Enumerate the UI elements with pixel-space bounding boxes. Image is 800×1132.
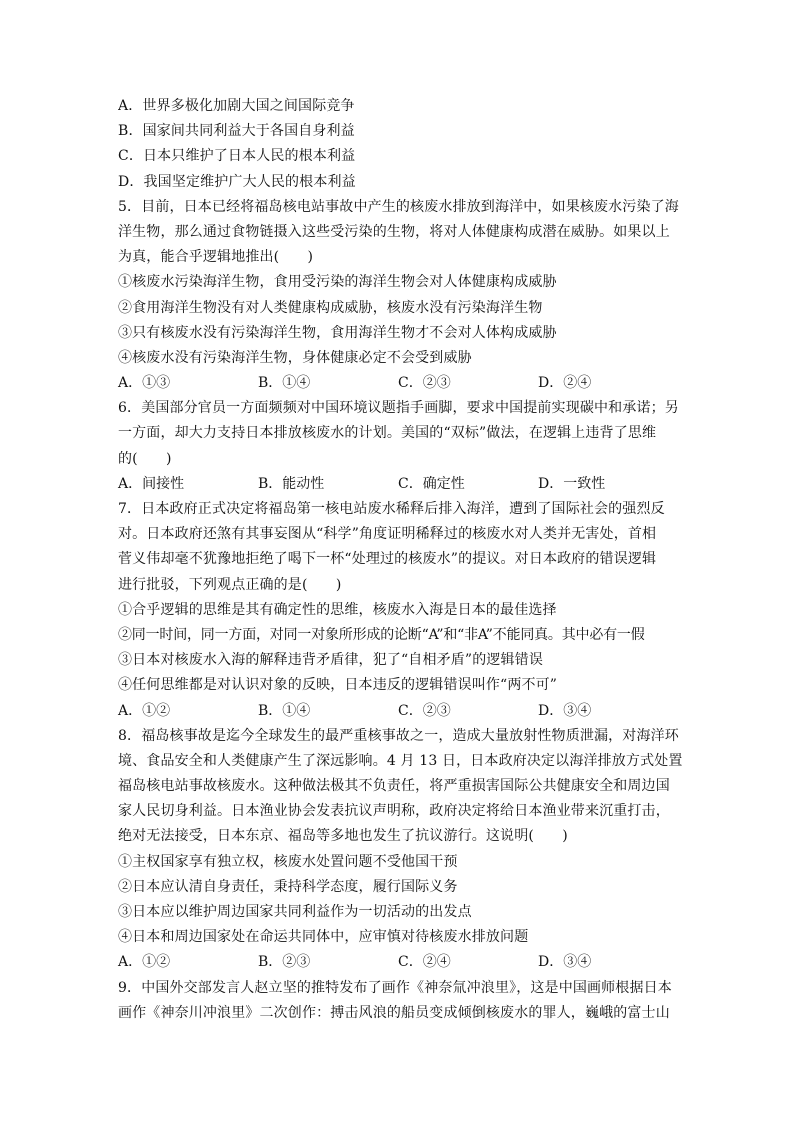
q7-option-a: A．①②	[118, 702, 171, 719]
exam-page	[118, 94, 688, 1026]
q7-option-b: B．①④	[258, 702, 311, 719]
q6-option-a: A．间接性	[118, 475, 185, 492]
q5-option-c: C．②③	[398, 375, 451, 392]
q6-option-d: D．一致性	[538, 475, 606, 492]
q5-option-d: D．②④	[538, 375, 592, 392]
q7-item-1: ①合乎逻辑的思维是其有确定性的思维，核废水入海是日本的最佳选择	[118, 601, 557, 618]
q5-stem-line: 洋生物，那么通过食物链摄入这些受污染的生物，将对人体健康构成潜在威胁。如果以上	[118, 223, 670, 240]
q7-item-4: ④任何思维都是对认识对象的反映，日本违反的逻辑错误叫作“两不可”	[118, 677, 558, 694]
q4-options	[118, 94, 688, 195]
q8-item-3: ③日本应以维护周边国家共同利益作为一切活动的出发点	[118, 904, 472, 920]
q7-stem-line: 7．日本政府正式决定将福岛第一核电站废水稀释后排入海洋，遭到了国际社会的强烈反	[118, 501, 665, 517]
question-9	[118, 976, 688, 1026]
q8-option-d: D．③④	[538, 954, 592, 971]
question-7	[118, 497, 688, 724]
q7-stem-line: 对。日本政府还煞有其事妄图从“科学”角度证明稀释过的核废水对人类并无害处，首相	[118, 526, 657, 543]
q6-stem-line: 的( )	[118, 450, 172, 467]
question-8	[118, 724, 688, 976]
q5-stem-line: 5．目前，日本已经将福岛核电站事故中产生的核废水排放到海洋中，如果核废水污染了海	[118, 198, 679, 215]
q4-option-b: B．国家间共同利益大于各国自身利益	[118, 123, 355, 140]
q7-options	[118, 699, 688, 724]
q5-stem-line: 为真，能合乎逻辑地推出( )	[118, 249, 314, 266]
q6-stem-line: 6．美国部分官员一方面频频对中国环境议题指手画脚，要求中国提前实现碳中和承诺；另	[118, 400, 679, 417]
q8-stem-line: 家人民切身利益。日本渔业协会发表抗议声明称，政府决定将给日本渔业带来沉重打击，	[118, 803, 670, 820]
q5-options	[118, 371, 688, 396]
q8-item-4: ④日本和周边国家处在命运共同体中，应审慎对待核废水排放问题	[118, 929, 529, 946]
q7-option-d: D．③④	[538, 702, 592, 719]
q7-item-3: ③日本对核废水入海的解释违背矛盾律，犯了“自相矛盾”的逻辑错误	[118, 652, 543, 669]
q8-stem-line: 8．福岛核事故是迄今全球发生的最严重核事故之一，造成大量放射性物质泄漏，对海洋环	[118, 727, 679, 744]
q5-option-b: B．①④	[258, 375, 311, 392]
q8-option-c: C．②④	[398, 954, 451, 971]
q8-item-1: ①主权国家享有独立权，核废水处置问题不受他国干预	[118, 853, 458, 870]
q5-item-4: ④核废水没有污染海洋生物，身体健康必定不会受到威胁	[118, 349, 472, 366]
q4-option-a: A．世界多极化加剧大国之间国际竞争	[118, 98, 355, 114]
q6-option-c: C．确定性	[398, 475, 465, 492]
q7-stem-line: 菅义伟却毫不犹豫地拒绝了喝下一杯“处理过的核废水”的提议。对日本政府的错误逻辑	[118, 551, 657, 568]
q6-options	[118, 472, 688, 497]
q5-item-3: ③只有核废水没有污染海洋生物，食用海洋生物才不会对人体构成威胁	[118, 324, 557, 341]
q8-stem-line: 绝对无法接受，日本东京、福岛等多地也发生了抗议游行。这说明( )	[118, 828, 568, 845]
q4-option-d: D．我国坚定维护广大人民的根本利益	[118, 173, 356, 190]
q8-option-a: A．①②	[118, 954, 171, 971]
q8-options	[118, 950, 688, 975]
q8-option-b: B．②③	[258, 954, 311, 971]
q5-item-1: ①核废水污染海洋生物，食用受污染的海洋生物会对人体健康构成威胁	[118, 274, 557, 291]
q4-option-c: C．日本只维护了日本人民的根本利益	[118, 148, 356, 165]
q7-option-c: C．②③	[398, 702, 451, 719]
q8-item-2: ②日本应认清自身责任，秉持科学态度，履行国际义务	[118, 878, 458, 895]
q7-stem-line: 进行批驳，下列观点正确的是( )	[118, 576, 342, 593]
q6-stem-line: 一方面，却大力支持日本排放核废水的计划。美国的“双标”做法，在逻辑上违背了思维	[118, 425, 657, 442]
q8-stem-line: 境、食品安全和人类健康产生了深远影响。4 月 13 日，日本政府决定以海洋排放方式处置	[118, 752, 683, 769]
q7-item-2: ②同一时间，同一方面，对同一对象所形成的论断“A”和“非A”不能同真。其中必有一假	[118, 626, 645, 643]
q5-item-2: ②食用海洋生物没有对人类健康构成威胁，核废水没有污染海洋生物	[118, 299, 543, 316]
question-5	[118, 195, 688, 397]
q5-option-a: A．①③	[118, 375, 171, 392]
question-6	[118, 396, 688, 497]
q9-stem-line: 画作《神奈川冲浪里》二次创作：搏击风浪的船员变成倾倒核废水的罪人，巍峨的富士山	[118, 1004, 670, 1021]
q9-stem-line: 9．中国外交部发言人赵立坚的推特发布了画作《神奈氚冲浪里》，这是中国画师根据日本	[118, 979, 672, 996]
q6-option-b: B．能动性	[258, 475, 325, 492]
q8-stem-line: 福岛核电站事故核废水。这种做法极其不负责任，将严重损害国际公共健康安全和周边国	[118, 778, 670, 795]
